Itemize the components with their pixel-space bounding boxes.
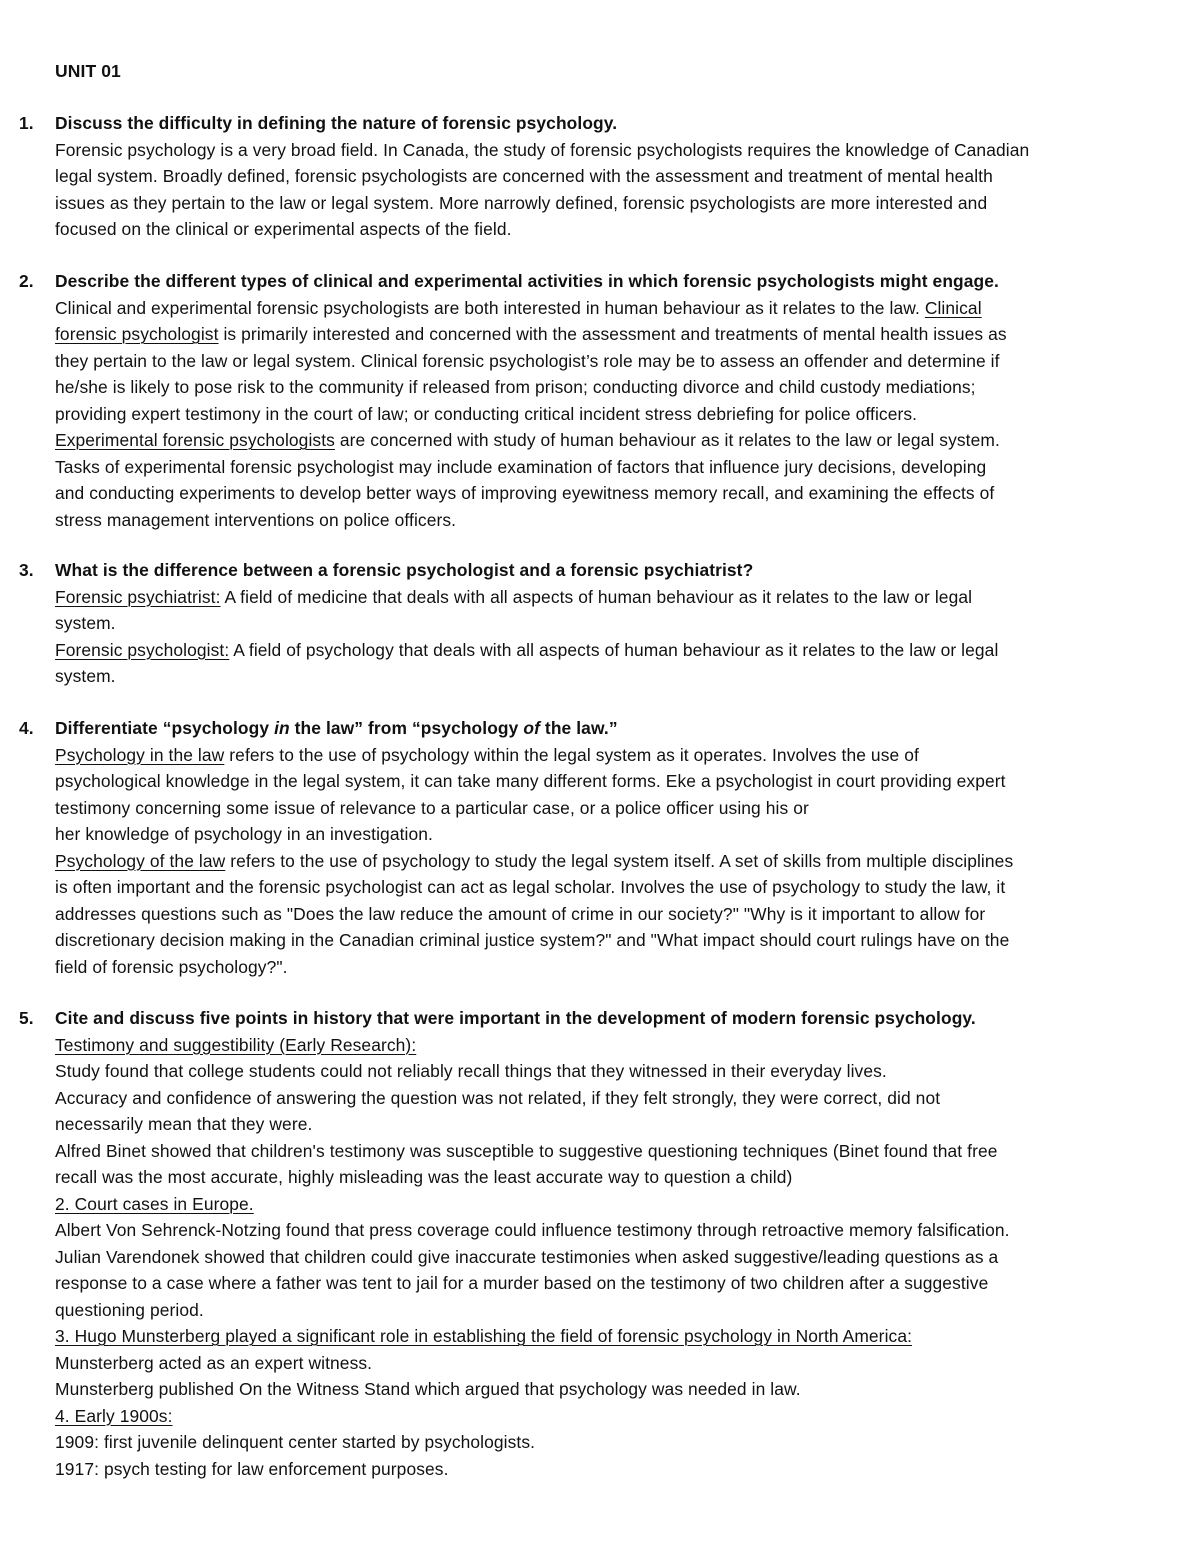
question-1 — [19, 110, 1155, 243]
answer-text: is primarily interested and concerned with the assessment and treatments of mental health issues as — [218, 324, 1007, 344]
answer-line: system. — [55, 666, 116, 686]
answer-line: Alfred Binet showed that children's testimony was susceptible to suggestive questioning techniques (Binet found that free — [55, 1140, 998, 1161]
question-2 — [19, 268, 1155, 533]
answer-text: refers to the use of psychology to study the legal system itself. A set of skills from multiple disciplines — [225, 850, 1014, 871]
underlined-term: Clinical — [924, 297, 982, 318]
unit-heading: UNIT 01 — [55, 61, 121, 81]
answer-line: field of forensic psychology?". — [55, 956, 288, 977]
underlined-term: Psychology of the law — [55, 850, 226, 871]
answer-line: discretionary decision making in the Canadian criminal justice system?" and "What impact should court rulings have on the — [55, 930, 1010, 950]
title-emphasis: in — [274, 718, 290, 738]
answer-line: Forensic psychology is a very broad field. In Canada, the study of forensic psychologists requires the knowledge of Canadian — [55, 139, 1030, 160]
underlined-term: forensic psychologist — [55, 324, 219, 344]
question-title: Discuss the difficulty in defining the nature of forensic psychology. — [55, 113, 618, 133]
title-part: the law.” — [540, 718, 618, 738]
answer-line — [55, 637, 1155, 664]
answer-line — [55, 321, 1155, 348]
answer-line: legal system. Broadly defined, forensic psychologists are concerned with the assessment and treatment of mental health — [55, 166, 993, 186]
question-title: Cite and discuss five points in history that were important in the development of modern forensic psychology. — [55, 1008, 976, 1028]
answer-line: Munsterberg acted as an expert witness. — [55, 1352, 373, 1373]
question-number: 3. — [19, 560, 34, 580]
question-title: Describe the different types of clinical and experimental activities in which forensic psychologists might engage. — [55, 271, 999, 291]
answer-line: 1917: psych testing for law enforcement purposes. — [55, 1458, 449, 1479]
answer-line — [55, 742, 1155, 769]
answer-line: he/she is likely to pose risk to the community if released from prison; conducting divorce and child custody mediations; — [55, 377, 976, 397]
question-4 — [19, 715, 1155, 980]
subheading: 3. Hugo Munsterberg played a significant role in establishing the field of forensic psychology in North America: — [55, 1326, 913, 1346]
answer-line: addresses questions such as "Does the law reduce the amount of crime in our society?" "Why is it important to allow for — [55, 903, 986, 924]
answer-line: testimony concerning some issue of relevance to a particular case, or a police officer using his or — [55, 797, 809, 818]
question-5 — [19, 1005, 1155, 1482]
question-title: What is the difference between a forensic psychologist and a forensic psychiatrist? — [55, 560, 754, 580]
answer-line: her knowledge of psychology in an investigation. — [55, 824, 433, 844]
subheading: 2. Court cases in Europe. — [55, 1193, 254, 1214]
title-part: Differentiate “psychology — [55, 718, 275, 738]
title-part: the law” from “psychology — [289, 718, 524, 738]
answer-line — [55, 295, 1155, 322]
answer-line: Julian Varendonek showed that children could give inaccurate testimonies when asked suggestive/leading questions as a — [55, 1246, 999, 1267]
underlined-term: Forensic psychologist: — [55, 639, 230, 660]
answer-line — [55, 427, 1155, 454]
answer-line — [55, 584, 1155, 611]
answer-text: Clinical and experimental forensic psychologists are both interested in human behaviour as it relates to the law. — [55, 297, 925, 318]
question-number: 2. — [19, 271, 34, 291]
subheading: 4. Early 1900s: — [55, 1405, 173, 1426]
answer-line: Munsterberg published On the Witness Stand which argued that psychology was needed in law. — [55, 1379, 801, 1399]
answer-line: focused on the clinical or experimental aspects of the field. — [55, 219, 512, 239]
answer-line: necessarily mean that they were. — [55, 1114, 313, 1134]
question-number: 4. — [19, 718, 34, 738]
answer-line: is often important and the forensic psychologist can act as legal scholar. Involves the use of psychology to study the law, it — [55, 877, 1006, 897]
answer-line: providing expert testimony in the court of law; or conducting critical incident stress debriefing for police officers. — [55, 403, 918, 424]
answer-line: 1909: first juvenile delinquent center started by psychologists. — [55, 1432, 536, 1452]
answer-line: Study found that college students could not reliably recall things that they witnessed in their everyday lives. — [55, 1061, 887, 1081]
subheading: Testimony and suggestibility (Early Research): — [55, 1034, 417, 1055]
underlined-term: Experimental forensic psychologists — [55, 430, 335, 450]
answer-text: A field of medicine that deals with all aspects of human behaviour as it relates to the law or legal — [220, 586, 973, 607]
answer-line: issues as they pertain to the law or legal system. More narrowly defined, forensic psychologists are more interested and — [55, 192, 988, 213]
answer-line: recall was the most accurate, highly misleading was the least accurate way to question a child) — [55, 1167, 793, 1187]
answer-line: Tasks of experimental forensic psychologist may include examination of factors that influence jury decisions, developing — [55, 456, 987, 477]
answer-line: questioning period. — [55, 1299, 204, 1320]
answer-line: system. — [55, 613, 116, 633]
answer-line: Accuracy and confidence of answering the question was not related, if they felt strongly, they were correct, did not — [55, 1087, 941, 1108]
question-3 — [19, 557, 1155, 690]
answer-line: stress management interventions on police officers. — [55, 509, 457, 530]
answer-text: are concerned with study of human behaviour as it relates to the law or legal system. — [334, 430, 1000, 450]
answer-line: response to a case where a father was tent to jail for a murder based on the testimony of two children after a suggestive — [55, 1273, 989, 1293]
answer-line: and conducting experiments to develop better ways of improving eyewitness memory recall, and examining the effects of — [55, 483, 995, 503]
underlined-term: Forensic psychiatrist: — [55, 586, 221, 607]
underlined-term: Psychology in the law — [55, 744, 225, 765]
answer-text: refers to the use of psychology within the legal system as it operates. Involves the use of — [224, 744, 919, 765]
question-title — [55, 715, 1155, 742]
answer-line: Albert Von Sehrenck-Notzing found that press coverage could influence testimony through retroactive memory falsification. — [55, 1220, 1010, 1240]
answer-line — [55, 848, 1155, 875]
answer-text: A field of psychology that deals with all aspects of human behaviour as it relates to the law or legal — [229, 639, 999, 660]
question-number: 1. — [19, 113, 34, 133]
title-emphasis: of — [523, 718, 540, 738]
answer-line: they pertain to the law or legal system. Clinical forensic psychologist’s role may be to assess an offender and determine if — [55, 350, 1000, 371]
question-number: 5. — [19, 1008, 34, 1028]
answer-line: psychological knowledge in the legal system, it can take many different forms. Eke a psychologist in court providing expert — [55, 771, 1006, 791]
